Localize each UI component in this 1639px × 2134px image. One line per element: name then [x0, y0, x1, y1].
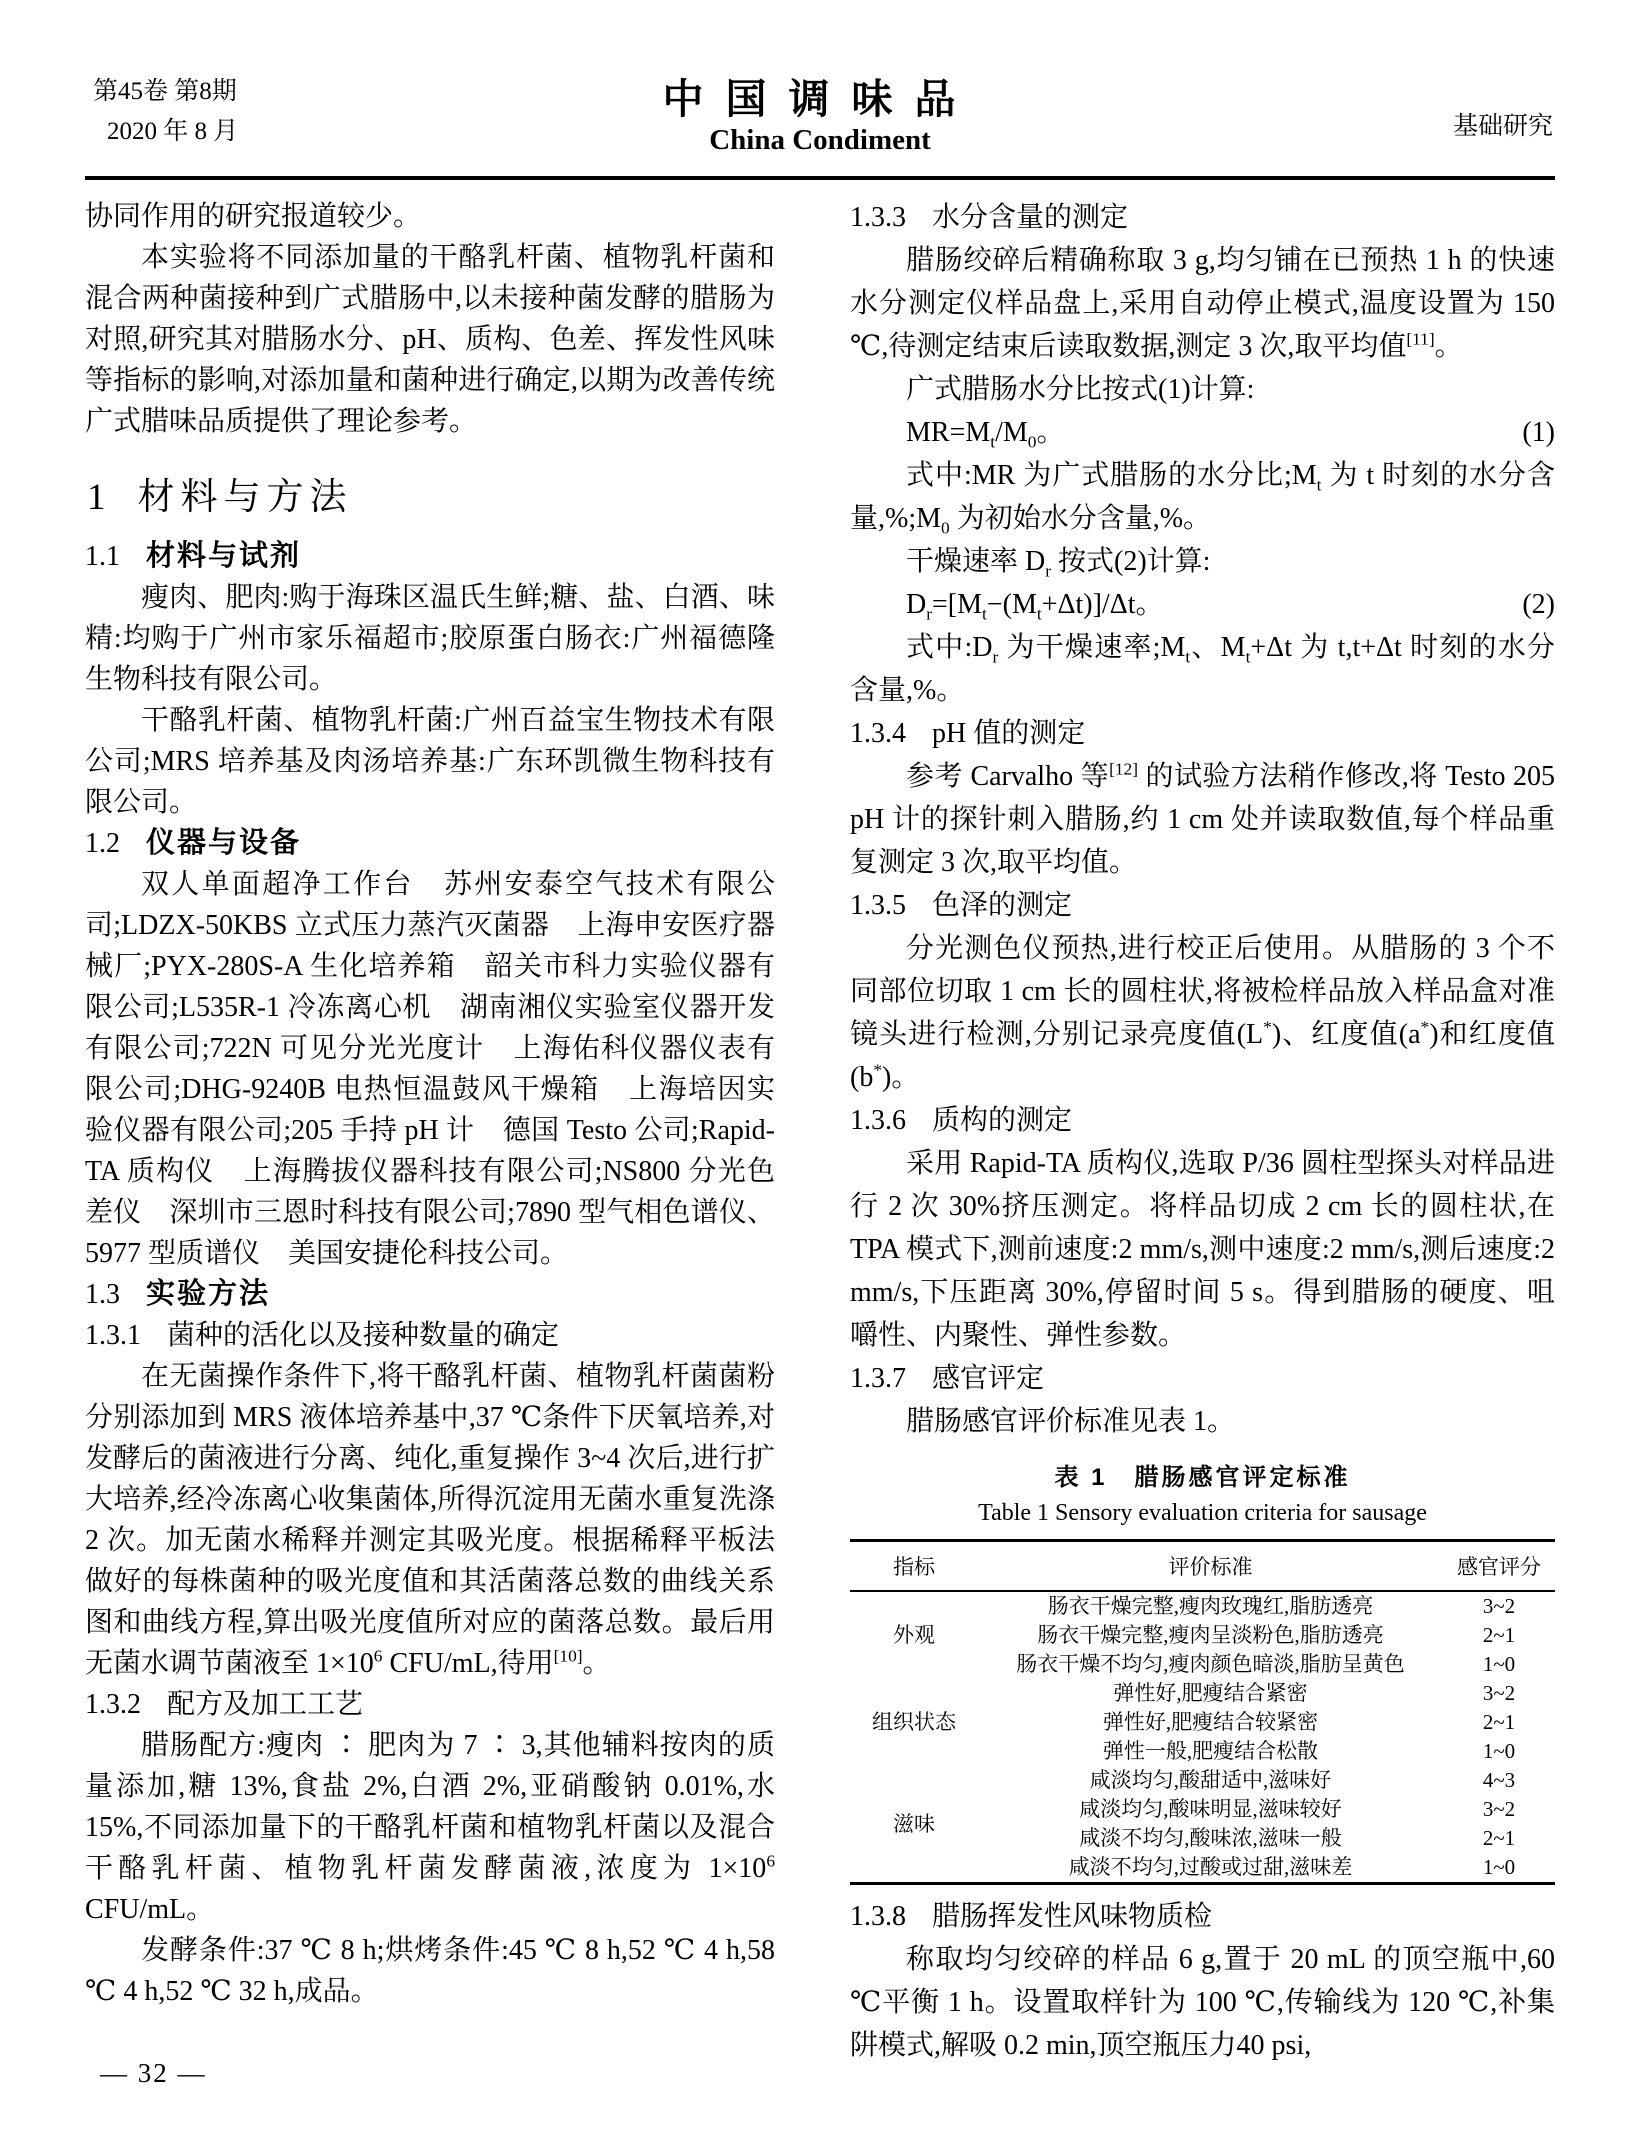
section-title: 材料与试剂 [146, 540, 302, 572]
paragraph-materials-2: 干酪乳杆菌、植物乳杆菌:广州百益宝生物技术有限公司;MRS 培养基及肉汤培养基:广东环凯微生物科技有限公司。 [85, 705, 775, 818]
indicator-cell: 滋味 [893, 1811, 935, 1836]
paragraph-volatile: 称取均匀绞碎的样品 6 g,置于 20 mL 的顶空瓶中,60 ℃平衡 1 h。设置取样针为 100 ℃,传输线为 120 ℃,补集阱模式,解吸 0.2 min,顶空瓶压力40 psi, [850, 1944, 1555, 2061]
equation-body: $D_r=[M_t-(M_t+\Delta t)]/\Delta t$。 [906, 589, 1164, 624]
paragraph-texture: 采用 Rapid-TA 质构仪,选取 P/36 圆柱型探头对样品进行 2 次 30%挤压测定。将样品切成 2 cm 长的圆柱状,在 TPA 模式下,测前速度:2 mm/s,测中速度:2 mm/s,测后速度:2 mm/s,下压距离 30%,停留时间 5 s。得到腊肠的硬度、咀嚼性、内聚性、弹性参数。 [850, 1148, 1555, 1351]
journal-title-en: China Condiment [709, 124, 931, 156]
score-cell: 1~0 [1482, 1652, 1516, 1676]
indicator-cell: 外观 [893, 1623, 935, 1647]
criteria-cell: 咸淡不均匀,酸味浓,滋味一般 [1079, 1826, 1342, 1850]
equation-number: (2) [1522, 589, 1555, 620]
paragraph-dr-note: 式中$:D_r$ 为干燥速率$;M_t$、$M_t+\Delta t$ 为 t,t+Δt 时刻的水分含量,%。 [850, 632, 1555, 706]
equation-2 [850, 583, 1555, 626]
section-title: 实验方法 [146, 1278, 271, 1310]
criteria-cell: 弹性好,肥瘦结合较紧密 [1102, 1710, 1319, 1734]
paragraph-fermentation: 发酵条件:37 ℃ 8 h;烘烤条件:45 ℃ 8 h,52 ℃ 4 h,58 ℃ 4 h,52 ℃ 32 h,成品。 [85, 1935, 775, 2007]
section-title: 腊肠挥发性风味物质检 [932, 1901, 1213, 1932]
paragraph-intro-tail: 协同作用的研究报道较少。 [85, 201, 422, 232]
criteria-cell: 咸淡不均匀,过酸或过甜,滋味差 [1068, 1855, 1353, 1879]
score-cell: 3~2 [1482, 1797, 1516, 1821]
table-header-row [850, 1541, 1555, 1592]
indicator-cell: 组织状态 [872, 1710, 956, 1734]
score-cell: 1~0 [1482, 1739, 1516, 1763]
criteria-cell: 咸淡均匀,酸甜适中,滋味好 [1089, 1768, 1332, 1792]
criteria-cell: 肠衣干燥完整,瘦肉呈淡粉色,脂肪透亮 [1037, 1623, 1384, 1647]
section-title: 质构的测定 [932, 1105, 1073, 1136]
section-heading-1-2 [85, 823, 775, 864]
criteria-cell: 肠衣干燥不均匀,瘦肉颜色暗淡,脂肪呈黄色 [1016, 1652, 1405, 1676]
section-heading-1-3-1 [85, 1315, 775, 1356]
section-number: 1.3.8 [850, 1901, 906, 1932]
criteria-cell: 咸淡均匀,酸味明显,滋味较好 [1079, 1797, 1342, 1821]
score-cell: 1~0 [1482, 1855, 1516, 1879]
page-number: — 32 — [100, 2058, 207, 2088]
article-body [85, 196, 1555, 2067]
section-title: 菌种的活化以及接种数量的确定 [167, 1320, 560, 1351]
paragraph-dr-intro: 干燥速率 $D_r$ 按式(2)计算: [906, 546, 1211, 581]
table-header-criteria: 评价标准 [978, 1541, 1443, 1592]
equation-number: (1) [1522, 417, 1555, 448]
section-number: 1.3.4 [850, 718, 906, 749]
score-cell: 2~1 [1482, 1623, 1516, 1647]
equation-body: $MR=M_t/M_0$。 [906, 417, 1065, 452]
right-column [850, 196, 1555, 2067]
section-tag: 基础研究 [1452, 113, 1553, 140]
sensory-evaluation-table [850, 1539, 1555, 1885]
criteria-cell: 肠衣干燥完整,瘦肉玫瑰红,脂肪透亮 [1047, 1594, 1374, 1618]
paragraph-mr-intro: 广式腊肠水分比按式(1)计算: [906, 374, 1255, 405]
paragraph-mr-note: 式中:MR 为广式腊肠的水分比$;M_t$ 为 t 时刻的水分含量$,\%;M_0$ 为初始水分含量,%。 [850, 460, 1556, 538]
table-row [850, 1679, 1555, 1708]
header-rule [85, 176, 1555, 180]
section-heading-1-3-6 [850, 1099, 1555, 1142]
paragraph-overview: 本实验将不同添加量的干酪乳杆菌、植物乳杆菌和混合两种菌接种到广式腊肠中,以未接种菌发酵的腊肠为对照,研究其对腊肠水分、pH、质构、色差、挥发性风味等指标的影响,对添加量和菌种进行确定,以期为改善传统广式腊味品质提供了理论参考。 [85, 242, 775, 437]
section-number: 1.3 [85, 1279, 120, 1310]
section-heading-1-3-8 [850, 1895, 1555, 1938]
score-cell: 4~3 [1482, 1768, 1516, 1792]
section-title: 色泽的测定 [932, 890, 1073, 921]
score-cell: 2~1 [1482, 1710, 1516, 1734]
section-heading-1-1 [85, 536, 775, 577]
paragraph-recipe: 腊肠配方:瘦肉 ∶ 肥肉为 7 ∶ 3,其他辅料按肉的质量添加,糖 13%,食盐 2%,白酒 2%,亚硝酸钠 0.01%,水 15%,不同添加量下的干酪乳杆菌和植物乳杆菌以及混合干酪乳杆菌、植物乳杆菌发酵菌液,浓度为 $1\times 10^6$ CFU/mL。 [85, 1730, 775, 1925]
section-number: 1.3.2 [85, 1689, 141, 1720]
volume-issue: 第45卷 第8期 [93, 78, 237, 105]
paragraph-ph: 参考 Carvalho 等[12] 的试验方法稍作修改,将 Testo 205 pH 计的探针刺入腊肠,约 1 cm 处并读取数值,每个样品重复测定 3 次,取平均值。 [850, 759, 1555, 878]
section-number: 1.3.6 [850, 1105, 906, 1136]
section-heading-1-3 [85, 1274, 775, 1315]
left-column [85, 196, 775, 2067]
table-header-score: 感官评分 [1443, 1541, 1555, 1592]
section-number: 1.1 [85, 541, 120, 572]
table-header-indicator: 指标 [850, 1541, 978, 1592]
section-title: 材料与方法 [137, 477, 353, 518]
section-number: 1.2 [85, 828, 120, 859]
table-title-zh: 表 1 腊肠感官评定标准 [1054, 1464, 1351, 1491]
paragraph-equipment: 双人单面超净工作台 苏州安泰空气技术有限公司;LDZX-50KBS 立式压力蒸汽灭菌器 上海申安医疗器械厂;PYX-280S-A 生化培养箱 韶关市科力实验仪器有限公司;L535R-1 冷冻离心机 湖南湘仪实验室仪器开发有限公司;722N 可见分光光度计 上海佑科仪器仪表有限公司;DHG-9240B 电热恒温鼓风干燥箱 上海培因实验仪器有限公司;205 手持 pH 计 德国 Testo 公司;Rapid-TA 质构仪 上海腾拔仪器科技有限公司;NS800 分光色差仪 深圳市三恩时科技有限公司;7890 型气相色谱仪、5977 型质谱仪 美国安捷伦科技公司。 [85, 869, 775, 1269]
criteria-cell: 弹性一般,肥瘦结合松散 [1102, 1739, 1319, 1763]
table-row [850, 1766, 1555, 1795]
section-heading-1-3-4 [850, 712, 1555, 755]
section-heading-1-3-2 [85, 1684, 775, 1725]
section-title: 水分含量的测定 [932, 202, 1129, 233]
paragraph-color: 分光测色仪预热,进行校正后使用。从腊肠的 3 个不同部位切取 1 cm 长的圆柱状,将被检样品放入样品盒对准镜头进行检测,分别记录亮度值(L*)、红度值(a*)和红度值(b*)。 [850, 933, 1555, 1093]
section-heading-1 [87, 466, 775, 520]
masthead [85, 0, 1555, 180]
section-number: 1 [87, 477, 106, 518]
paragraph-activation: 在无菌操作条件下,将干酪乳杆菌、植物乳杆菌菌粉分别添加到 MRS 液体培养基中,37 ℃条件下厌氧培养,对发酵后的菌液进行分离、纯化,重复操作 3~4 次后,进行扩大培养,经冷冻离心收集菌体,所得沉淀用无菌水重复洗涤 2 次。加无菌水稀释并测定其吸光度。根据稀释平板法做好的每株菌种的吸光度值和其活菌落总数的曲线关系图和曲线方程,算出吸光度值所对应的菌落总数。最后用无菌水调节菌液至 $1\times 10^6$ CFU/mL,待用[10]。 [85, 1361, 775, 1679]
equation-1 [850, 411, 1555, 454]
publication-date: 2020 年 8 月 [107, 118, 239, 145]
score-cell: 3~2 [1482, 1594, 1516, 1618]
section-number: 1.3.3 [850, 202, 906, 233]
paragraph-moisture: 腊肠绞碎后精确称取 3 g,均匀铺在已预热 1 h 的快速水分测定仪样品盘上,采用自动停止模式,温度设置为 150 ℃,待测定结束后读取数据,测定 3 次,取平均值[11]。 [850, 245, 1555, 362]
section-number: 1.3.5 [850, 890, 906, 921]
section-title: 感官评定 [932, 1363, 1045, 1394]
score-cell: 3~2 [1482, 1681, 1516, 1705]
section-number: 1.3.1 [85, 1320, 141, 1351]
section-title: 仪器与设备 [146, 827, 302, 859]
section-number: 1.3.7 [850, 1363, 906, 1394]
section-heading-1-3-5 [850, 884, 1555, 927]
criteria-cell: 弹性好,肥瘦结合紧密 [1113, 1681, 1308, 1705]
section-heading-1-3-3 [850, 196, 1555, 239]
section-title: pH 值的测定 [932, 718, 1086, 749]
paragraph-materials-1: 瘦肉、肥肉:购于海珠区温氏生鲜;糖、盐、白酒、味精:均购于广州市家乐福超市;胶原蛋白肠衣:广州福德隆生物科技有限公司。 [85, 582, 775, 695]
score-cell: 2~1 [1482, 1826, 1516, 1850]
section-title: 配方及加工工艺 [167, 1689, 364, 1720]
paragraph-sensory-intro: 腊肠感官评价标准见表 1。 [906, 1406, 1236, 1437]
section-heading-1-3-7 [850, 1357, 1555, 1400]
journal-title-zh: 中国调味品 [662, 76, 978, 122]
table-title-en: Table 1 Sensory evaluation criteria for sausage [978, 1500, 1427, 1526]
table-row [850, 1591, 1555, 1621]
